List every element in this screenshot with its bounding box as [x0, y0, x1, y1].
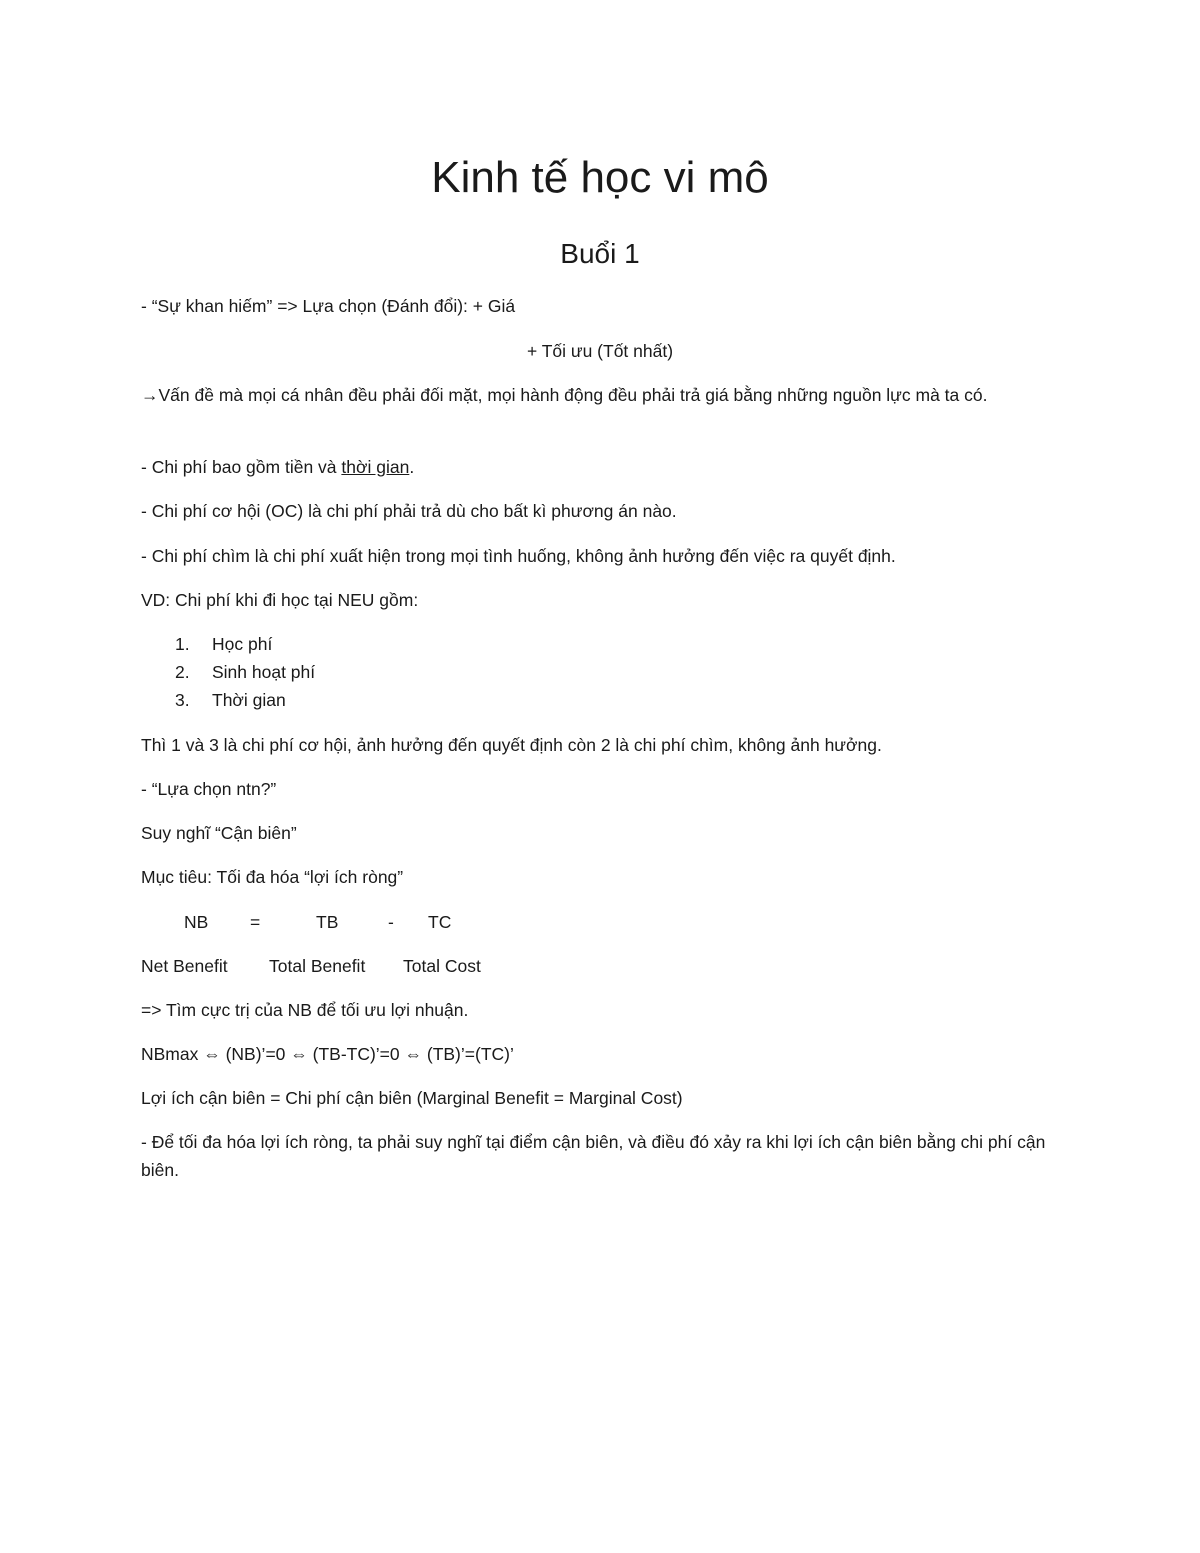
equation-tc: TC — [428, 912, 452, 932]
goal-line: Mục tiêu: Tối đa hóa “lợi ích ròng” — [141, 867, 404, 887]
choice-question: - “Lựa chọn ntn?” — [141, 779, 277, 799]
cost-prefix: - Chi phí bao gồm tiền và — [141, 457, 342, 477]
example-conclusion: Thì 1 và 3 là chi phí cơ hội, ảnh hưởng đến quyết định còn 2 là chi phí chìm, không ảnh hưởng. — [141, 735, 882, 755]
list-item: Học phí — [212, 634, 273, 654]
list-item-number: 3. — [175, 690, 190, 710]
list-item-number: 2. — [175, 662, 190, 682]
marginal-thinking: Suy nghĩ “Cận biên” — [141, 823, 297, 843]
arrow-icon: → — [141, 385, 159, 405]
extremum-line: => Tìm cực trị của NB để tối ưu lợi nhuận. — [141, 1000, 469, 1020]
scarcity-line: - “Sự khan hiếm” => Lựa chọn (Đánh đổi): + Giá — [141, 296, 516, 316]
sunk-cost-line: - Chi phí chìm là chi phí xuất hiện trong mọi tình huống, không ảnh hưởng đến việc ra quyết định. — [141, 546, 896, 566]
equation-tb: TB — [316, 912, 339, 932]
equation-equals: = — [250, 912, 261, 932]
session-subtitle: Buổi 1 — [560, 238, 640, 269]
label-total-benefit: Total Benefit — [269, 956, 366, 976]
label-net-benefit: Net Benefit — [141, 956, 228, 976]
equation-nb: NB — [184, 912, 209, 932]
cost-suffix: . — [409, 457, 415, 477]
derivative-line: NBmax ⇔ (NB)’=0 ⇔ (TB-TC)’=0 ⇔ (TB)’=(TC)’ — [141, 1044, 514, 1064]
optimal-line: + Tối ưu (Tốt nhất) — [526, 341, 674, 361]
marginal-rule-line: Lợi ích cận biên = Chi phí cận biên (Marginal Benefit = Marginal Cost) — [141, 1088, 683, 1108]
cost-definition — [141, 453, 414, 481]
list-item: Sinh hoạt phí — [212, 662, 316, 682]
label-total-cost: Total Cost — [403, 956, 481, 976]
problem-text: Vấn đề mà mọi cá nhân đều phải đối mặt, mọi hành động đều phải trả giá bằng những nguồn lực mà ta có. — [158, 385, 988, 405]
cost-underlined-time: thời gian — [341, 457, 410, 477]
example-intro: VD: Chi phí khi đi học tại NEU gồm: — [141, 590, 419, 610]
list-item-number: 1. — [175, 634, 190, 654]
document-title: Kinh tế học vi mô — [431, 153, 769, 202]
equation-minus: - — [388, 912, 394, 932]
list-item: Thời gian — [212, 690, 286, 710]
final-note: - Để tối đa hóa lợi ích ròng, ta phải suy nghĩ tại điểm cận biên, và điều đó xảy ra khi lợi ích cận biên bằng chi phí cận biên. — [141, 1132, 1046, 1180]
problem-paragraph — [141, 381, 1061, 409]
opportunity-cost-line: - Chi phí cơ hội (OC) là chi phí phải trả dù cho bất kì phương án nào. — [141, 501, 677, 521]
